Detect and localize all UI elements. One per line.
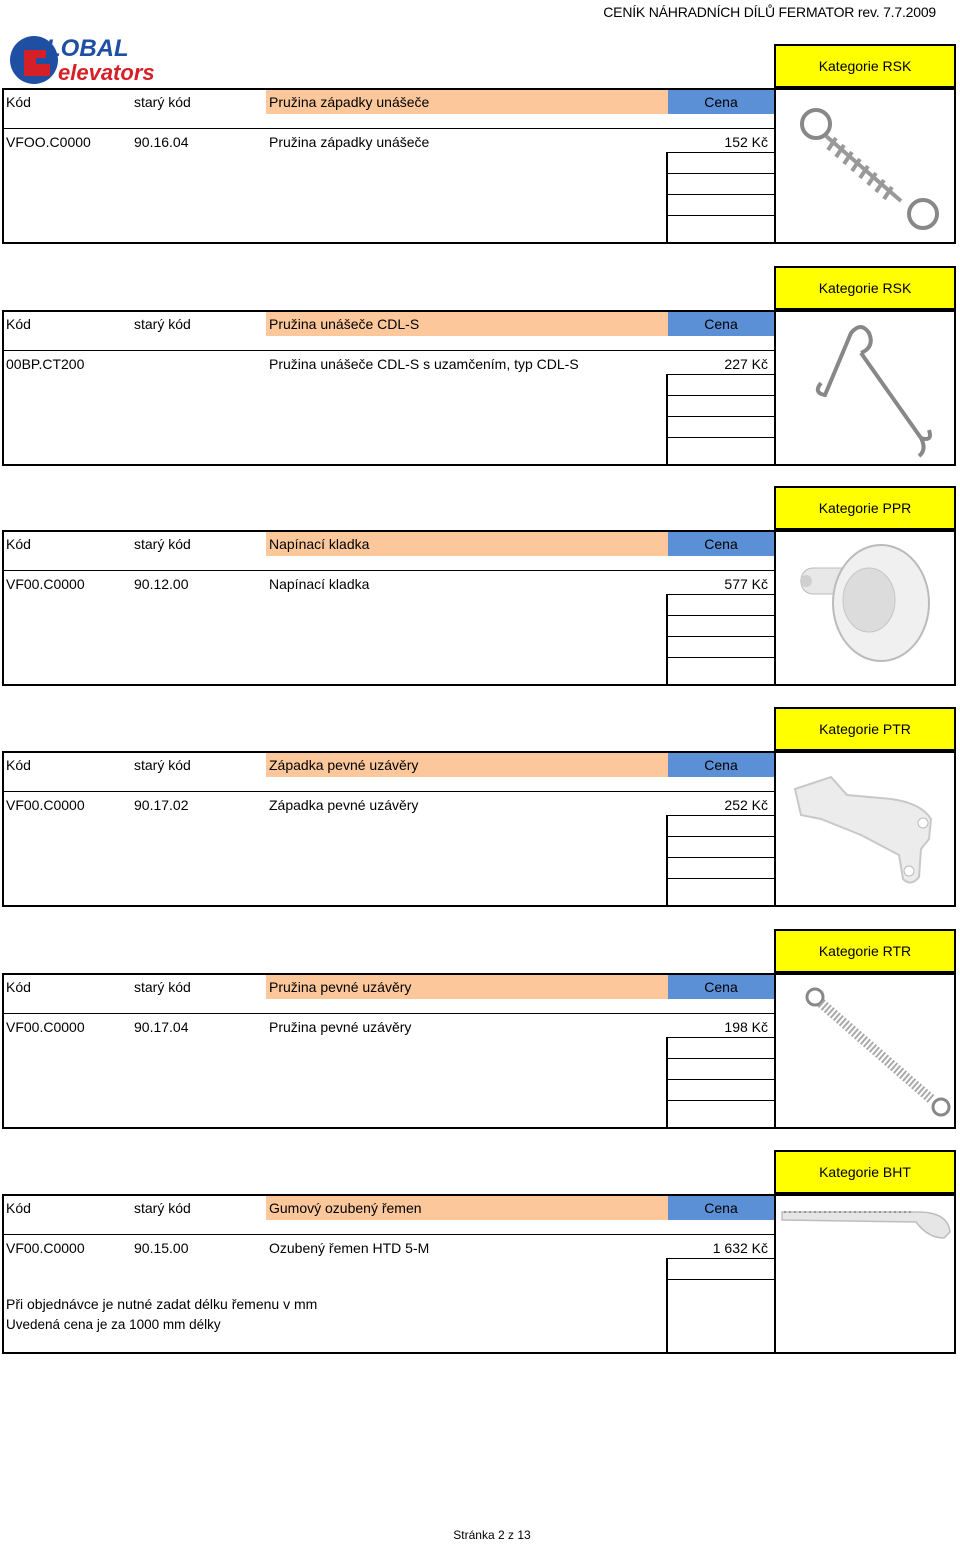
product-frame xyxy=(2,1194,956,1354)
stary-kod-value: 90.17.04 xyxy=(134,1019,189,1035)
long-spring-icon xyxy=(781,981,951,1121)
kod-header: Kód xyxy=(6,94,31,110)
divider xyxy=(666,1258,668,1352)
product-block xyxy=(2,1150,956,1354)
data-row xyxy=(4,1013,774,1038)
header-row xyxy=(4,312,774,336)
data-row xyxy=(4,128,774,153)
row-divider xyxy=(668,1037,776,1038)
row-divider xyxy=(668,657,776,658)
divider xyxy=(666,1037,668,1127)
kod-header: Kód xyxy=(6,979,31,995)
row-divider xyxy=(668,836,776,837)
order-note: Při objednávce je nutné zadat délku řemenu v mm xyxy=(6,1296,318,1312)
product-frame xyxy=(2,88,956,244)
row-divider xyxy=(668,815,776,816)
divider xyxy=(666,374,668,464)
category-label: Kategorie RTR xyxy=(774,929,956,973)
product-name-header: Pružina západky unášeče xyxy=(266,90,668,114)
divider xyxy=(666,815,668,905)
stary-kod-header: starý kód xyxy=(134,94,191,110)
price-note: Uvedená cena je za 1000 mm délky xyxy=(6,1317,221,1332)
belt-icon xyxy=(778,1198,954,1258)
document-title: CENÍK NÁHRADNÍCH DÍLŮ FERMATOR rev. 7.7.2009 xyxy=(603,4,936,20)
product-image xyxy=(776,90,956,242)
row-divider xyxy=(668,636,776,637)
row-divider xyxy=(668,1279,776,1280)
row-divider xyxy=(668,1058,776,1059)
data-row xyxy=(4,791,774,816)
row-divider xyxy=(668,215,776,216)
stary-kod-value: 90.17.02 xyxy=(134,797,189,813)
page-number: Stránka 2 z 13 xyxy=(453,1528,531,1542)
spring-icon xyxy=(781,96,951,236)
price-header: Cena xyxy=(668,1196,774,1220)
product-image xyxy=(776,532,956,684)
stary-kod-value: 90.12.00 xyxy=(134,576,189,592)
row-divider xyxy=(668,374,776,375)
pulley-icon xyxy=(781,538,951,678)
data-row xyxy=(4,350,774,375)
product-image xyxy=(776,312,956,464)
data-row xyxy=(4,570,774,595)
kod-value: VF00.C0000 xyxy=(6,1240,85,1256)
product-frame xyxy=(2,751,956,907)
stary-kod-header: starý kód xyxy=(134,536,191,552)
price-value: 577 Kč xyxy=(724,576,768,592)
row-divider xyxy=(668,194,776,195)
product-image xyxy=(776,1196,956,1348)
product-name-value: Pružina unášeče CDL-S s uzamčením, typ CDL-S xyxy=(269,356,579,372)
category-label: Kategorie RSK xyxy=(774,266,956,310)
product-block xyxy=(2,486,956,688)
header-row xyxy=(4,1196,774,1220)
kod-value: VF00.C0000 xyxy=(6,797,85,813)
svg-text:LOBAL: LOBAL xyxy=(46,35,129,62)
row-divider xyxy=(668,1100,776,1101)
product-name-value: Pružina západky unášeče xyxy=(269,134,430,150)
product-name-value: Západka pevné uzávěry xyxy=(269,797,419,813)
stary-kod-header: starý kód xyxy=(134,757,191,773)
kod-header: Kód xyxy=(6,316,31,332)
row-divider xyxy=(668,594,776,595)
price-header: Cena xyxy=(668,975,774,999)
product-name-header: Gumový ozubený řemen xyxy=(266,1196,668,1220)
product-name-header: Napínací kladka xyxy=(266,532,668,556)
wire-spring-icon xyxy=(781,313,951,463)
row-divider xyxy=(668,615,776,616)
row-divider xyxy=(668,395,776,396)
product-name-header: Pružina unášeče CDL-S xyxy=(266,312,668,336)
product-block xyxy=(2,707,956,909)
row-divider xyxy=(668,173,776,174)
product-image xyxy=(776,753,956,905)
product-frame xyxy=(2,530,956,686)
header-row xyxy=(4,90,774,114)
product-frame xyxy=(2,973,956,1129)
kod-header: Kód xyxy=(6,536,31,552)
price-header: Cena xyxy=(668,753,774,777)
divider xyxy=(666,152,668,242)
kod-header: Kód xyxy=(6,757,31,773)
row-divider xyxy=(668,1258,776,1259)
row-divider xyxy=(668,878,776,879)
header-row xyxy=(4,753,774,777)
divider xyxy=(666,594,668,684)
price-value: 252 Kč xyxy=(724,797,768,813)
data-row xyxy=(4,1234,774,1259)
price-header: Cena xyxy=(668,532,774,556)
category-label: Kategorie PPR xyxy=(774,486,956,530)
kod-value: 00BP.CT200 xyxy=(6,356,85,372)
price-value: 198 Kč xyxy=(724,1019,768,1035)
product-name-value: Napínací kladka xyxy=(269,576,370,592)
price-header: Cena xyxy=(668,90,774,114)
stary-kod-header: starý kód xyxy=(134,979,191,995)
stary-kod-value: 90.15.00 xyxy=(134,1240,189,1256)
product-block xyxy=(2,929,956,1131)
price-value: 227 Kč xyxy=(724,356,768,372)
product-block xyxy=(2,44,956,246)
category-label: Kategorie PTR xyxy=(774,707,956,751)
product-block xyxy=(2,266,956,468)
row-divider xyxy=(668,437,776,438)
row-divider xyxy=(668,1079,776,1080)
stary-kod-header: starý kód xyxy=(134,1200,191,1216)
row-divider xyxy=(668,152,776,153)
stary-kod-header: starý kód xyxy=(134,316,191,332)
header-row xyxy=(4,975,774,999)
category-label: Kategorie BHT xyxy=(774,1150,956,1194)
price-value: 152 Kč xyxy=(724,134,768,150)
product-name-value: Pružina pevné uzávěry xyxy=(269,1019,412,1035)
latch-icon xyxy=(781,759,951,899)
product-name-header: Západka pevné uzávěry xyxy=(266,753,668,777)
kod-value: VFOO.C0000 xyxy=(6,134,91,150)
row-divider xyxy=(668,857,776,858)
header-row xyxy=(4,532,774,556)
product-name-value: Ozubený řemen HTD 5-M xyxy=(269,1240,430,1256)
kod-header: Kód xyxy=(6,1200,31,1216)
price-header: Cena xyxy=(668,312,774,336)
kod-value: VF00.C0000 xyxy=(6,1019,85,1035)
row-divider xyxy=(668,416,776,417)
stary-kod-value: 90.16.04 xyxy=(134,134,189,150)
svg-text:elevators: elevators xyxy=(58,60,155,85)
category-label: Kategorie RSK xyxy=(774,44,956,88)
product-image xyxy=(776,975,956,1127)
price-value: 1 632 Kč xyxy=(712,1240,768,1256)
product-frame xyxy=(2,310,956,466)
product-name-header: Pružina pevné uzávěry xyxy=(266,975,668,999)
kod-value: VF00.C0000 xyxy=(6,576,85,592)
